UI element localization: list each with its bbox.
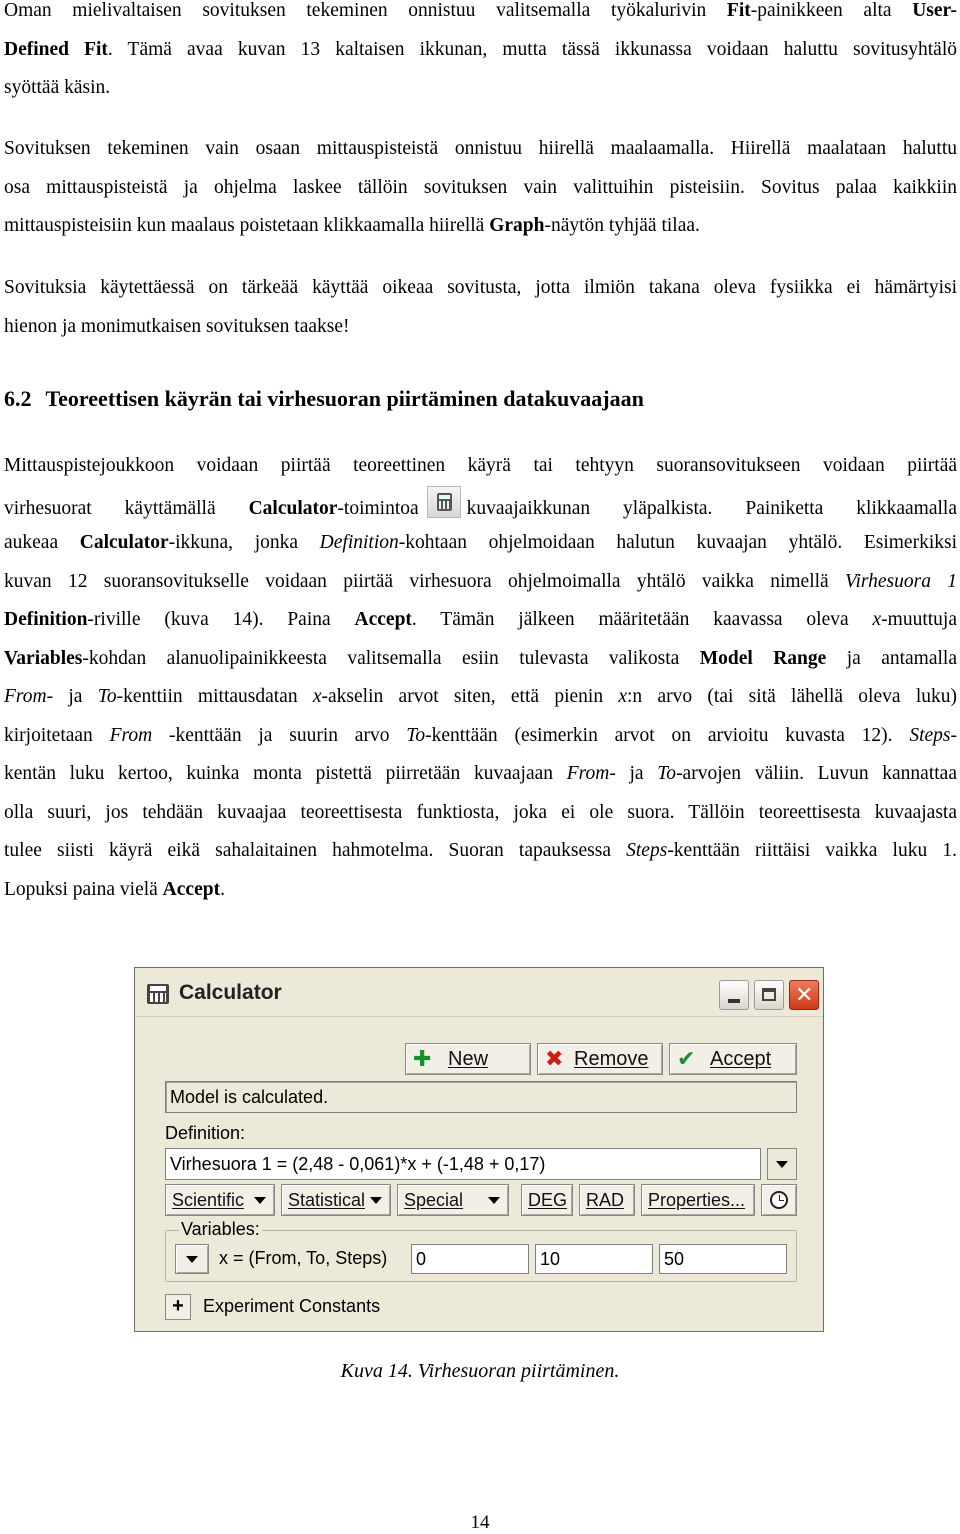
calculator-icon <box>427 486 461 518</box>
chevron-down-icon <box>488 1197 500 1204</box>
plus-icon: + <box>172 1295 184 1317</box>
variables-dropdown-button[interactable] <box>175 1244 209 1274</box>
remove-button[interactable]: ✖ Remove <box>537 1043 663 1075</box>
to-input[interactable]: 10 <box>535 1244 653 1274</box>
definition-label: Definition: <box>165 1123 246 1143</box>
timer-button[interactable] <box>761 1184 797 1216</box>
variable-expression: x = (From, To, Steps) <box>219 1248 388 1268</box>
calculator-icon <box>147 984 169 1004</box>
definition-dropdown-button[interactable] <box>767 1148 797 1180</box>
rad-button[interactable]: RAD <box>579 1184 635 1216</box>
maximize-icon <box>762 988 776 1001</box>
minimize-icon <box>728 999 740 1003</box>
new-button[interactable]: ✚ New <box>405 1043 531 1075</box>
accept-button[interactable]: ✔ Accept <box>669 1043 797 1075</box>
chevron-down-icon <box>370 1197 382 1204</box>
figure-caption: Kuva 14. Virhesuoran piirtäminen. <box>340 1360 620 1382</box>
from-input[interactable]: 0 <box>411 1244 529 1274</box>
status-field: Model is calculated. <box>165 1081 797 1113</box>
chevron-down-icon <box>254 1197 266 1204</box>
window-title: Calculator <box>179 981 282 1004</box>
steps-input[interactable]: 50 <box>659 1244 787 1274</box>
minimize-button[interactable] <box>719 980 749 1010</box>
paragraph-1: Oman mielivaltaisen sovituksen tekeminen onnistuu valitsemalla työkalurivin Fit-painikkeen alta User- Defined Fit. Tämä avaa kuvan 13 kaltaisen ikkunan, mutta tässä ikkunassa voidaan haluttu sovitusyhtälö syöttää käsin. <box>4 0 957 98</box>
expand-experiment-constants-button[interactable] <box>165 1294 191 1320</box>
paragraph-4: Mittauspistejoukkoon voidaan piirtää teoreettinen käyrä tai tehtyyn suoransovitukseen voidaan piirtää virhesuorat käyttämällä Calculator-toimintoa kuvaajaikkunan yläpalkista. Painiketta klikkaamalla aukeaa Calculator-ikkuna, jonka Definition-kohtaan ohjelmoidaan halutun kuvaajan yhtälö. Esimerkiksi kuvan 12 suoransovitukselle voidaan piirtää virhesuora ohjelmoimalla yhtälö vaikka nimellä Virhesuora 1 Definition-riville (kuva 14). Paina Accept. Tämän jälkeen määritetään kaavassa oleva x-muuttuja Variables-kohdan alanuolipainikkeesta valitsemalla esiin tulevasta valikosta Model Range ja antamalla From- ja To-kenttiin mittausdatan x-akselin arvot siten, että pienin x:n arvo (tai sitä lähellä oleva luku) kirjoitetaan From -kenttään ja suurin arvo To-kenttään (esimerkin arvot on arvioitu kuvasta 12). Steps- kentän luku kertoo, kuinka monta pistettä piirretään kuvaajaan From- ja To-arvojen väliin. Luvun kannattaa olla suuri, jos tehdään kuvaajaa teoreettisesta funktiosta, joka ei ole suora. Tällöin teoreettisesta kuvaajasta tulee siisti käyrä eikä sahalaitainen hahmotelma. Suoran tapauksessa Steps-kenttään riittäisi vaikka luku 1. Lopuksi paina vielä Accept. <box>4 455 958 900</box>
plus-icon: ✚ <box>413 1046 432 1071</box>
paragraph-3: Sovituksia käytettäessä on tärkeää käyttää oikeaa sovitusta, jotta ilmiön takana oleva fysiikka ei hämärtyisi hienon ja monimutkaisen sovituksen taakse! <box>4 277 957 337</box>
properties-button[interactable]: Properties... <box>641 1184 755 1216</box>
calculator-window <box>134 967 824 1332</box>
checkmark-icon: ✔ <box>677 1046 696 1071</box>
special-menu-button[interactable]: Special <box>397 1184 509 1216</box>
chevron-down-icon <box>776 1161 788 1168</box>
experiment-constants-label: Experiment Constants <box>203 1296 381 1316</box>
definition-input[interactable]: Virhesuora 1 = (2,48 - 0,061)*x + (-1,48 + 0,17) <box>165 1148 761 1180</box>
maximize-button[interactable] <box>754 980 784 1010</box>
paragraph-2: Sovituksen tekeminen vain osaan mittauspisteistä onnistuu hiirellä maalaamalla. Hiirellä maalataan haluttu osa mittauspisteistä ja ohjelma laskee tällöin sovituksen vain valittuihin pisteisiin. Sovitus palaa kaikkiin mittauspisteisiin kun maalaus poistetaan klikkaamalla hiirellä Graph-näytön tyhjää tilaa. <box>4 138 957 236</box>
title-bar[interactable] <box>135 968 823 1017</box>
variables-label: Variables: <box>181 1219 260 1239</box>
section-heading: 6.2 Teoreettisen käyrän tai virhesuoran piirtäminen datakuvaajaan <box>4 386 644 411</box>
stopwatch-icon <box>770 1191 788 1209</box>
close-icon: ✕ <box>795 982 814 1007</box>
scientific-menu-button[interactable]: Scientific <box>165 1184 275 1216</box>
page-number: 14 <box>470 1512 490 1533</box>
close-button[interactable] <box>789 980 819 1010</box>
statistical-menu-button[interactable]: Statistical <box>281 1184 391 1216</box>
deg-button[interactable]: DEG <box>521 1184 573 1216</box>
chevron-down-icon <box>186 1256 198 1263</box>
x-icon: ✖ <box>545 1046 564 1071</box>
